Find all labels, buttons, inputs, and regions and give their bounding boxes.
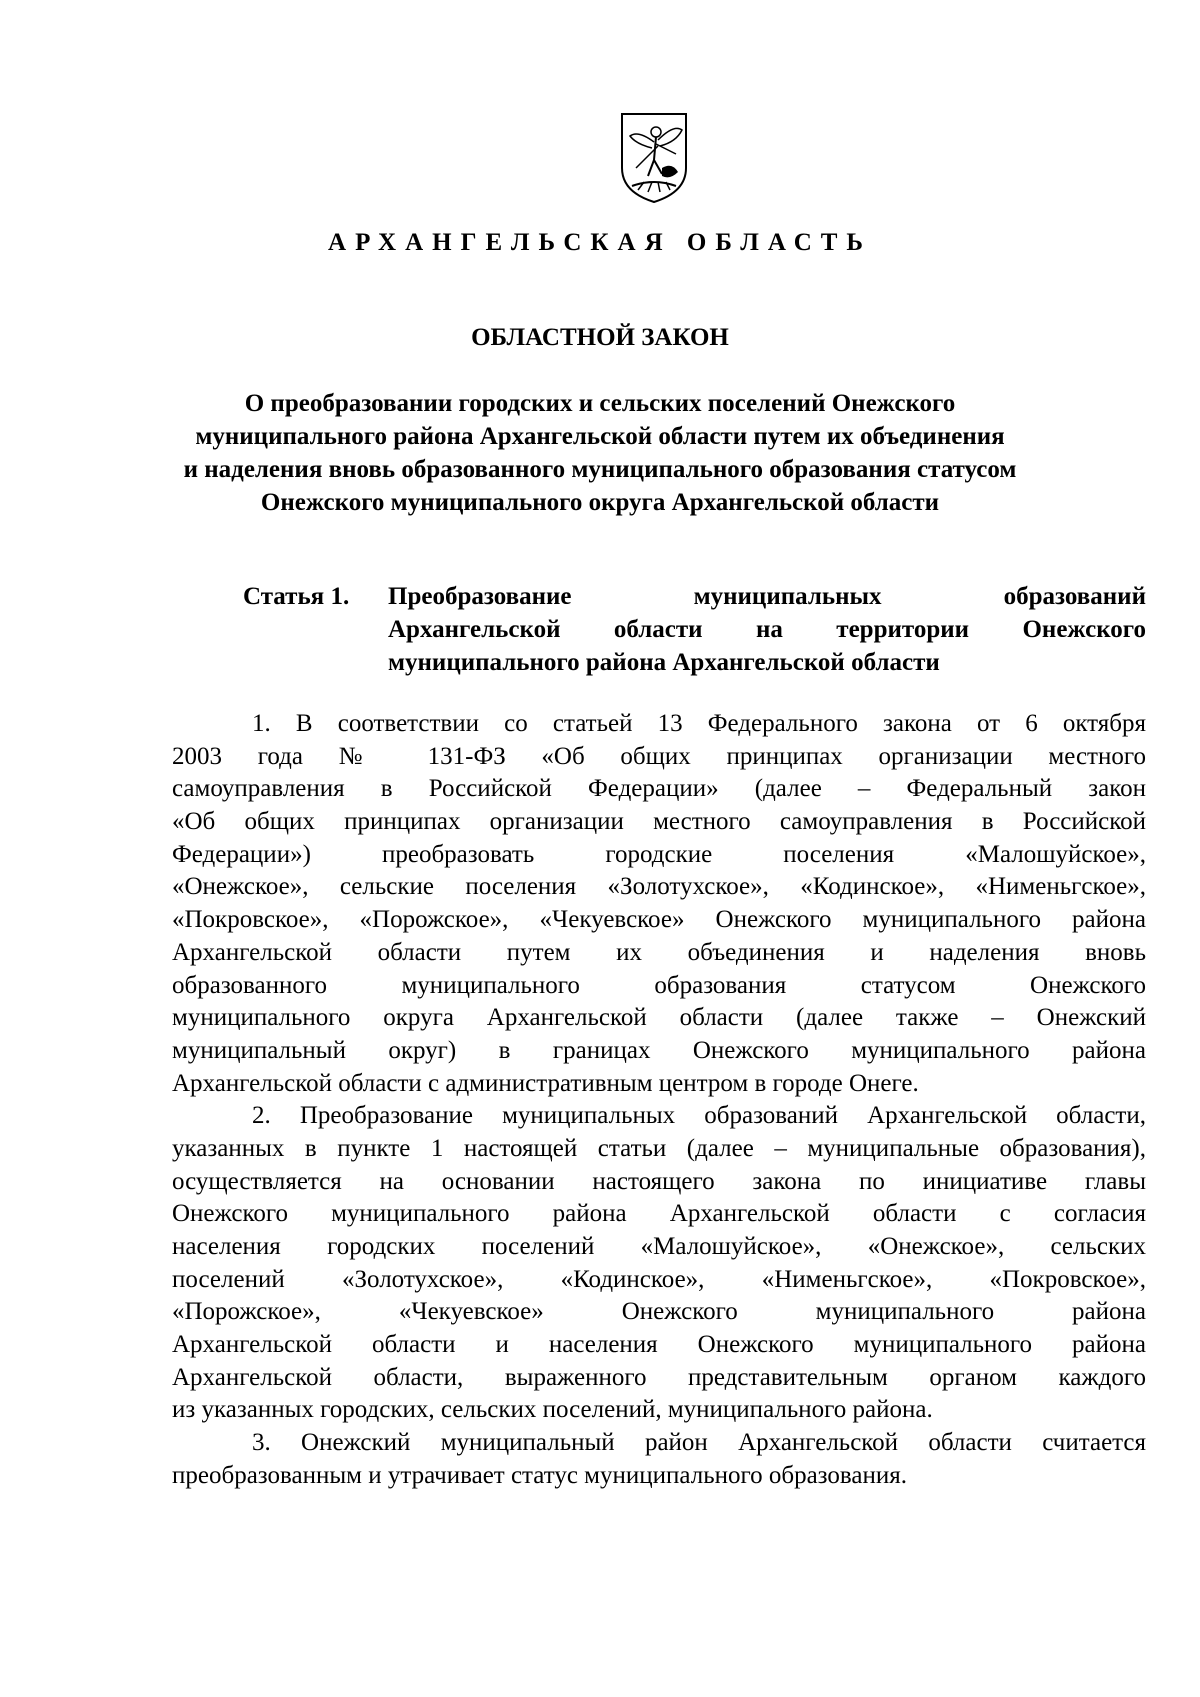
text-line: «Об общих принципах организации местного самоуправления в Российской	[172, 808, 1146, 836]
text-line: поселений «Золотухское», «Кодинское», «Нименьгское», «Покровское»,	[172, 1265, 1146, 1293]
text-line: Федерации») преобразовать городские поселения «Малошуйское»,	[172, 840, 1146, 868]
text-line: Архангельской области путем их объединения и наделения вновь	[172, 938, 1146, 966]
article-title-line: муниципального района Архангельской области	[388, 649, 940, 676]
law-title-line: О преобразовании городских и сельских поселений Онежского	[244, 390, 956, 417]
text-line: «Порожское», «Чекуевское» Онежского муниципального района	[172, 1298, 1146, 1326]
text-line: 2. Преобразование муниципальных образований Архангельской области,	[252, 1102, 1146, 1130]
text-line: муниципального округа Архангельской области (далее также – Онежский	[172, 1004, 1146, 1032]
article-number: Статья 1.	[243, 583, 350, 610]
paragraph-3	[172, 1427, 1146, 1492]
article-body	[172, 708, 1146, 1493]
law-title-line: и наделения вновь образованного муниципального образования статусом	[183, 456, 1017, 483]
paragraph-1	[172, 708, 1146, 1100]
text-line: «Покровское», «Порожское», «Чекуевское» Онежского муниципального района	[172, 906, 1146, 934]
text-line: муниципальный округ) в границах Онежского муниципального района	[172, 1036, 1146, 1064]
text-line: 1. В соответствии со статьей 13 Федерального закона от 6 октября	[252, 710, 1146, 737]
law-title-line: муниципального района Архангельской области путем их объединения	[195, 423, 1005, 450]
law-title-line: Онежского муниципального округа Архангельской области	[260, 489, 940, 516]
text-line: из указанных городских, сельских поселений, муниципального района.	[172, 1396, 933, 1424]
text-line: Архангельской области, выраженного представительным органом каждого	[172, 1363, 1146, 1391]
article-title	[388, 580, 1146, 679]
document-type: ОБЛАСТНОЙ ЗАКОН	[471, 324, 729, 351]
article-title-line: Преобразование муниципальных образований	[388, 583, 1146, 610]
text-line: «Онежское», сельские поселения «Золотухское», «Кодинское», «Нименьгское»,	[172, 873, 1146, 901]
text-line: Архангельской области и населения Онежского муниципального района	[172, 1331, 1146, 1359]
law-title	[150, 387, 1050, 519]
text-line: образованного муниципального образования статусом Онежского	[172, 971, 1146, 999]
article-title-line: Архангельской области на территории Онежского	[388, 616, 1146, 643]
coat-of-arms-icon	[618, 110, 690, 204]
text-line: 3. Онежский муниципальный район Архангельской области считается	[252, 1429, 1146, 1457]
text-line: Архангельской области с административным центром в городе Онеге.	[172, 1069, 919, 1097]
text-line: 2003 года № 131-ФЗ «Об общих принципах организации местного	[172, 742, 1146, 770]
region-name: АРХАНГЕЛЬСКАЯ ОБЛАСТЬ	[328, 229, 872, 256]
text-line: указанных в пункте 1 настоящей статьи (далее – муниципальные образования),	[172, 1134, 1146, 1162]
text-line: преобразованным и утрачивает статус муниципального образования.	[172, 1461, 907, 1489]
text-line: населения городских поселений «Малошуйское», «Онежское», сельских	[172, 1233, 1146, 1260]
text-line: самоуправления в Российской Федерации» (далее – Федеральный закон	[172, 775, 1146, 803]
paragraph-2	[172, 1100, 1146, 1427]
text-line: осуществляется на основании настоящего закона по инициативе главы	[172, 1167, 1146, 1195]
text-line: Онежского муниципального района Архангельской области с согласия	[172, 1200, 1146, 1228]
